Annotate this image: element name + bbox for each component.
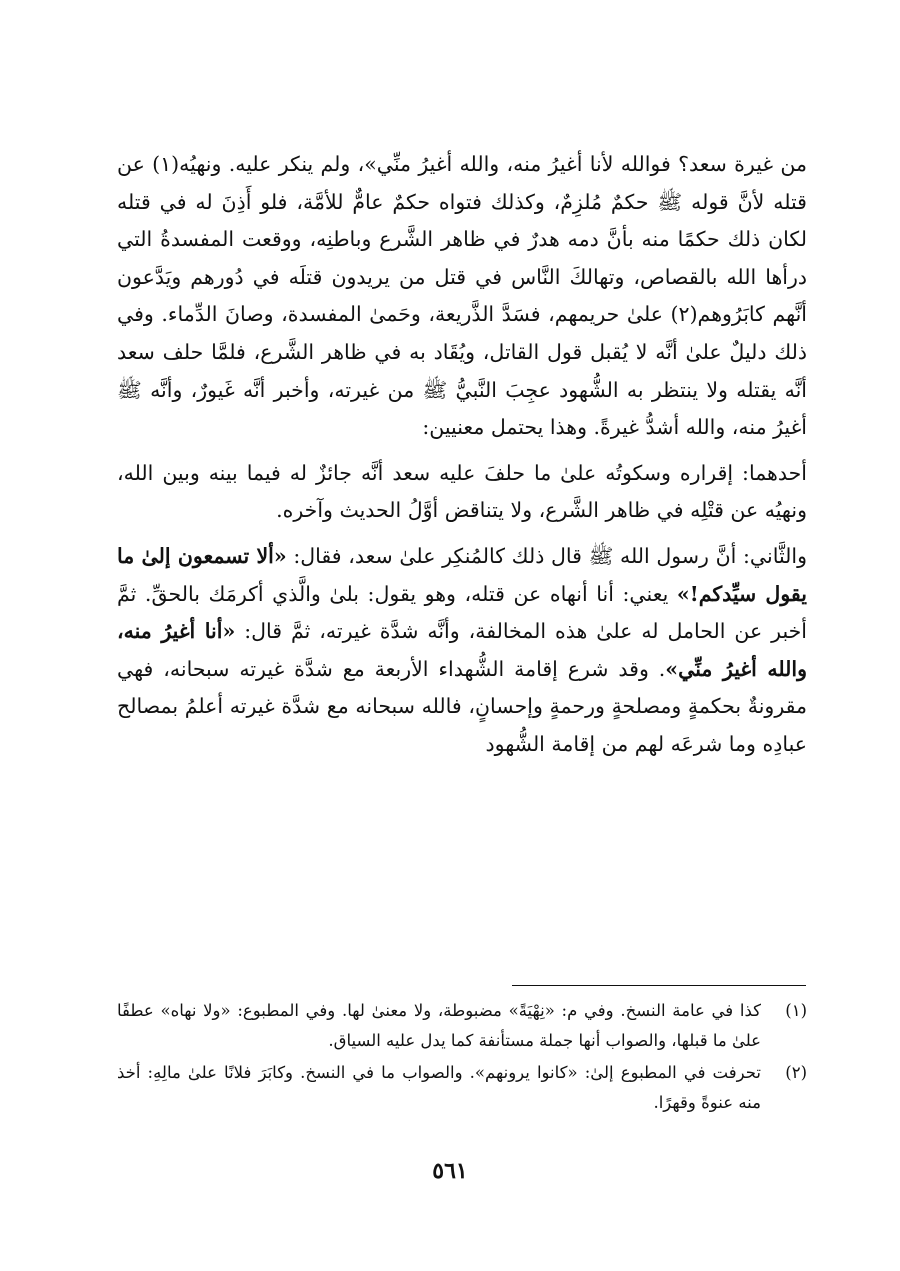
hadith-quote-2: «أنا أغيرُ منه، والله أغيرُ منِّي» [117, 619, 807, 681]
paragraph-1: من غيرة سعد؟ فوالله لأنا أغيرُ منه، والله أغيرُ منِّي»، ولم ينكر عليه. ونهيُه(١) عن قتله لأنَّ قوله ﷺ حكمٌ مُلزِمٌ، وكذلك فتواه حكمٌ عامٌّ للأمَّة، فلو أَذِنَ له في قتله لكان ذلك حكمًا منه بأنَّ دمه هدرٌ في ظاهر الشَّرع وباطنِه، ووقعت المفسدةُ التي درأها الله بالقصاص، وتهالكَ النَّاس في قتل من يريدون قتلَه في دُورهم ويَدَّعون أنَّهم كابَرُوهم(٢) علىٰ حريمهم، فسَدَّ الذَّريعة، وحَمىٰ المفسدة، وصانَ الدِّماء. وفي ذلك دليلٌ علىٰ أنَّه لا يُقبل قول القاتل، ويُقَاد به في ظاهر الشَّرع، فلمَّا حلف سعد أنَّه يقتله ولا ينتظر به الشُّهود عجِبَ النَّبيُّ ﷺ من غيرته، وأخبر أنَّه غَيورٌ، وأنَّه ﷺ أغيرُ منه، والله أشدُّ غيرةً. وهذا يحتمل معنيين: [117, 152, 807, 440]
paragraph-3-part-c: يعني: أنا أنهاه عن قتله، وهو يقول: بلىٰ والَّذي أكرمَك بالحقِّ. ثمَّ أخبر عن الحامل له علىٰ هذه المخالفة، وأنَّه شدَّة غيرته، ثمَّ قال: [117, 581, 807, 644]
footnote-number: (٢) [785, 1063, 807, 1082]
footnote-text: كذا في عامة النسخ. وفي م: «نِهْيَةً» مضبوطة، ولا معنىٰ لها. وفي المطبوع: «ولا نهاه» عطفًا علىٰ ما قبلها، والصواب أنها جملة مستأنفة كما يدل عليه السياق. [117, 1001, 761, 1050]
footnotes [117, 996, 807, 1120]
footnote-text: تحرفت في المطبوع إلىٰ: «كانوا يرونهم». والصواب ما في النسخ. وكابَرَ فلانًا علىٰ مالِهِ: أخذ منه عنوةً وقهرًا. [117, 1063, 761, 1112]
footnote-separator [512, 985, 806, 986]
paragraph-3 [117, 538, 807, 764]
hadith-quote-1: «ألا تسمعون إلىٰ ما يقول سيِّدكم!» [117, 543, 807, 606]
paragraph-3-part-e: . وقد شرع إقامة الشُّهداء الأربعة مع شدَّة غيرته سبحانه، فهي مقرونةٌ بحكمةٍ ومصلحةٍ ورحمةٍ وإحسانٍ، فالله سبحانه مع شدَّة غيرته أعلمُ بمصالح عبادِه وما شرعَه لهم من إقامة الشُّهود [117, 656, 807, 756]
page-number: ٥٦١ [432, 1158, 468, 1184]
footnote-2 [117, 1058, 807, 1118]
footnote-1 [117, 996, 807, 1056]
paragraph-3-part-a: والثَّاني: أنَّ رسول الله ﷺ قال ذلك كالمُنكِر علىٰ سعد، فقال: [286, 543, 807, 568]
footnote-number: (١) [785, 1001, 807, 1020]
paragraph-2: أحدهما: إقراره وسكوتُه علىٰ ما حلفَ عليه سعد أنَّه جائزٌ له فيما بينه وبين الله، ونهيُه عن قتْلِه في ظاهر الشَّرع، ولا يتناقض أوَّلُ الحديث وآخره. [117, 460, 807, 523]
main-text [117, 146, 807, 764]
